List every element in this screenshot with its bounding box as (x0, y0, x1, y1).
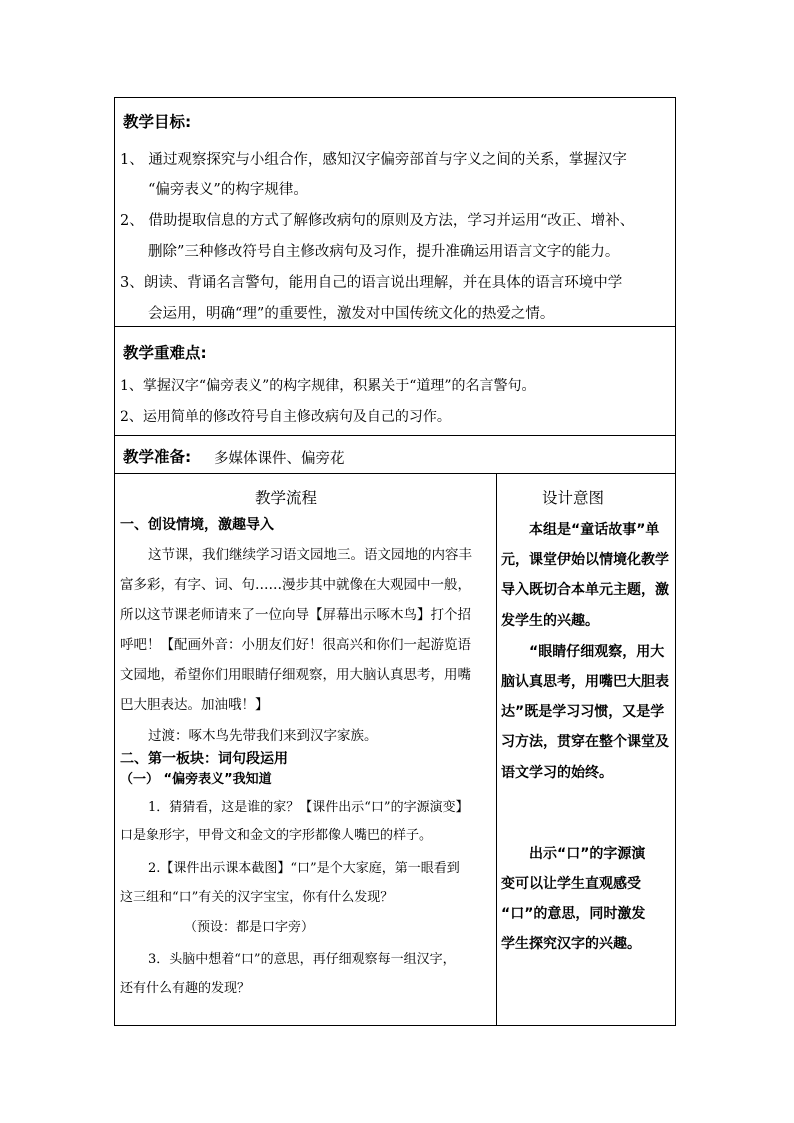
process-line: 呼吧！【配画外音：小朋友们好！很高兴和你们一起游览语 (120, 637, 471, 653)
goal-line: 1、 通过观察探究与小组合作，感知汉字偏旁部首与字义之间的关系，掌握汉字 (120, 152, 627, 168)
goal-line: 3、朗读、背诵名言警句，能用自己的语言说出理解，并在具体的语言环境中学 (120, 275, 623, 291)
process-line: 富多彩，有字、词、句……漫步其中就像在大观园中一般， (120, 577, 471, 593)
process-line: 所以这节课老师请来了一位向导【屏幕出示啄木鸟】打个招 (120, 607, 471, 623)
intent-line: 导入既切合本单元主题，激 (501, 582, 669, 598)
process-subsection-title: （一） “偏旁表义”我知道 (120, 772, 272, 787)
process-line: （预设：都是口字旁） (184, 920, 315, 935)
process-line: 2.【课件出示课本截图】“口”是个大家庭，第一眼看到 (148, 861, 460, 876)
lesson-plan-table (114, 97, 676, 1026)
intent-line: “口”的意思，同时激发 (501, 906, 646, 922)
intent-heading: 设计意图 (542, 489, 605, 507)
goal-line: “偏旁表义”的构字规律。 (148, 182, 308, 198)
goal-line: 2、 借助提取信息的方式了解修改病句的原则及方法，学习并运用“改正、增补、 (120, 213, 635, 229)
process-line: 巴大胆表达。加油哦！】 (120, 697, 269, 713)
goal-line: 会运用，明确“理”的重要性，激发对中国传统文化的热爱之情。 (148, 306, 555, 322)
process-line: 口是象形字，甲骨文和金文的字形都像人嘴巴的样子。 (120, 828, 433, 843)
preparation-text: 多媒体课件、偏旁花 (214, 451, 345, 467)
intent-line: 发学生的兴趣。 (501, 613, 599, 629)
intent-line: 语文学习的始终。 (501, 765, 613, 781)
intent-line: 达”既是学习习惯，又是学 (501, 704, 665, 720)
intent-line: 出示“口”的字源演 (529, 846, 646, 862)
preparation-section (115, 436, 675, 474)
intent-line: 元，课堂伊始以情境化教学 (501, 552, 669, 568)
process-section-title: 二、第一板块：词句段运用 (120, 751, 288, 767)
intent-line: 脑认真思考，用嘴巴大胆表 (501, 674, 669, 690)
goal-line: 删除”三种修改符号自主修改病句及习作，提升准确运用语言文字的能力。 (148, 244, 620, 260)
teaching-goals-section (115, 98, 675, 327)
process-line: 还有什么有趣的发现？ (120, 981, 251, 996)
process-line: 这三组和“口”有关的汉字宝宝，你有什么发现？ (120, 890, 394, 905)
intent-line: 本组是“童话故事”单 (529, 522, 660, 538)
intent-line: 习方法，贯穿在整个课堂及 (501, 734, 669, 750)
process-line: 1．猜猜看，这是谁的家？【课件出示“口”的字源演变】 (148, 800, 469, 815)
process-line: 文园地，希望你们用眼睛仔细观察，用大脑认真思考，用嘴 (120, 667, 471, 683)
column-divider (496, 474, 497, 1025)
intent-line: 变可以让学生直观感受 (501, 876, 641, 892)
process-line: 过渡：啄木鸟先带我们来到汉字家族。 (148, 728, 378, 744)
key-difficulties-heading: 教学重难点: (123, 344, 207, 362)
process-and-intent-section (115, 474, 675, 1025)
difficulty-line: 1、掌握汉字“偏旁表义”的构字规律，积累关于“道理”的名言警句。 (120, 378, 536, 394)
process-line: 这节课，我们继续学习语文园地三。语文园地的内容丰 (148, 547, 472, 563)
intent-line: “眼睛仔细观察，用大 (529, 644, 665, 660)
difficulty-line: 2、运用简单的修改符号自主修改病句及自己的习作。 (120, 409, 451, 425)
key-difficulties-section (115, 327, 675, 436)
teaching-goals-heading: 教学目标: (123, 113, 192, 131)
intent-line: 学生探究汉字的兴趣。 (501, 936, 641, 952)
preparation-heading: 教学准备: (123, 448, 192, 466)
process-heading: 教学流程 (255, 489, 318, 507)
process-section-title: 一、创设情境，激趣导入 (120, 517, 274, 533)
process-line: 3．头脑中想着“口”的意思，再仔细观察每一组汉字， (148, 952, 456, 967)
